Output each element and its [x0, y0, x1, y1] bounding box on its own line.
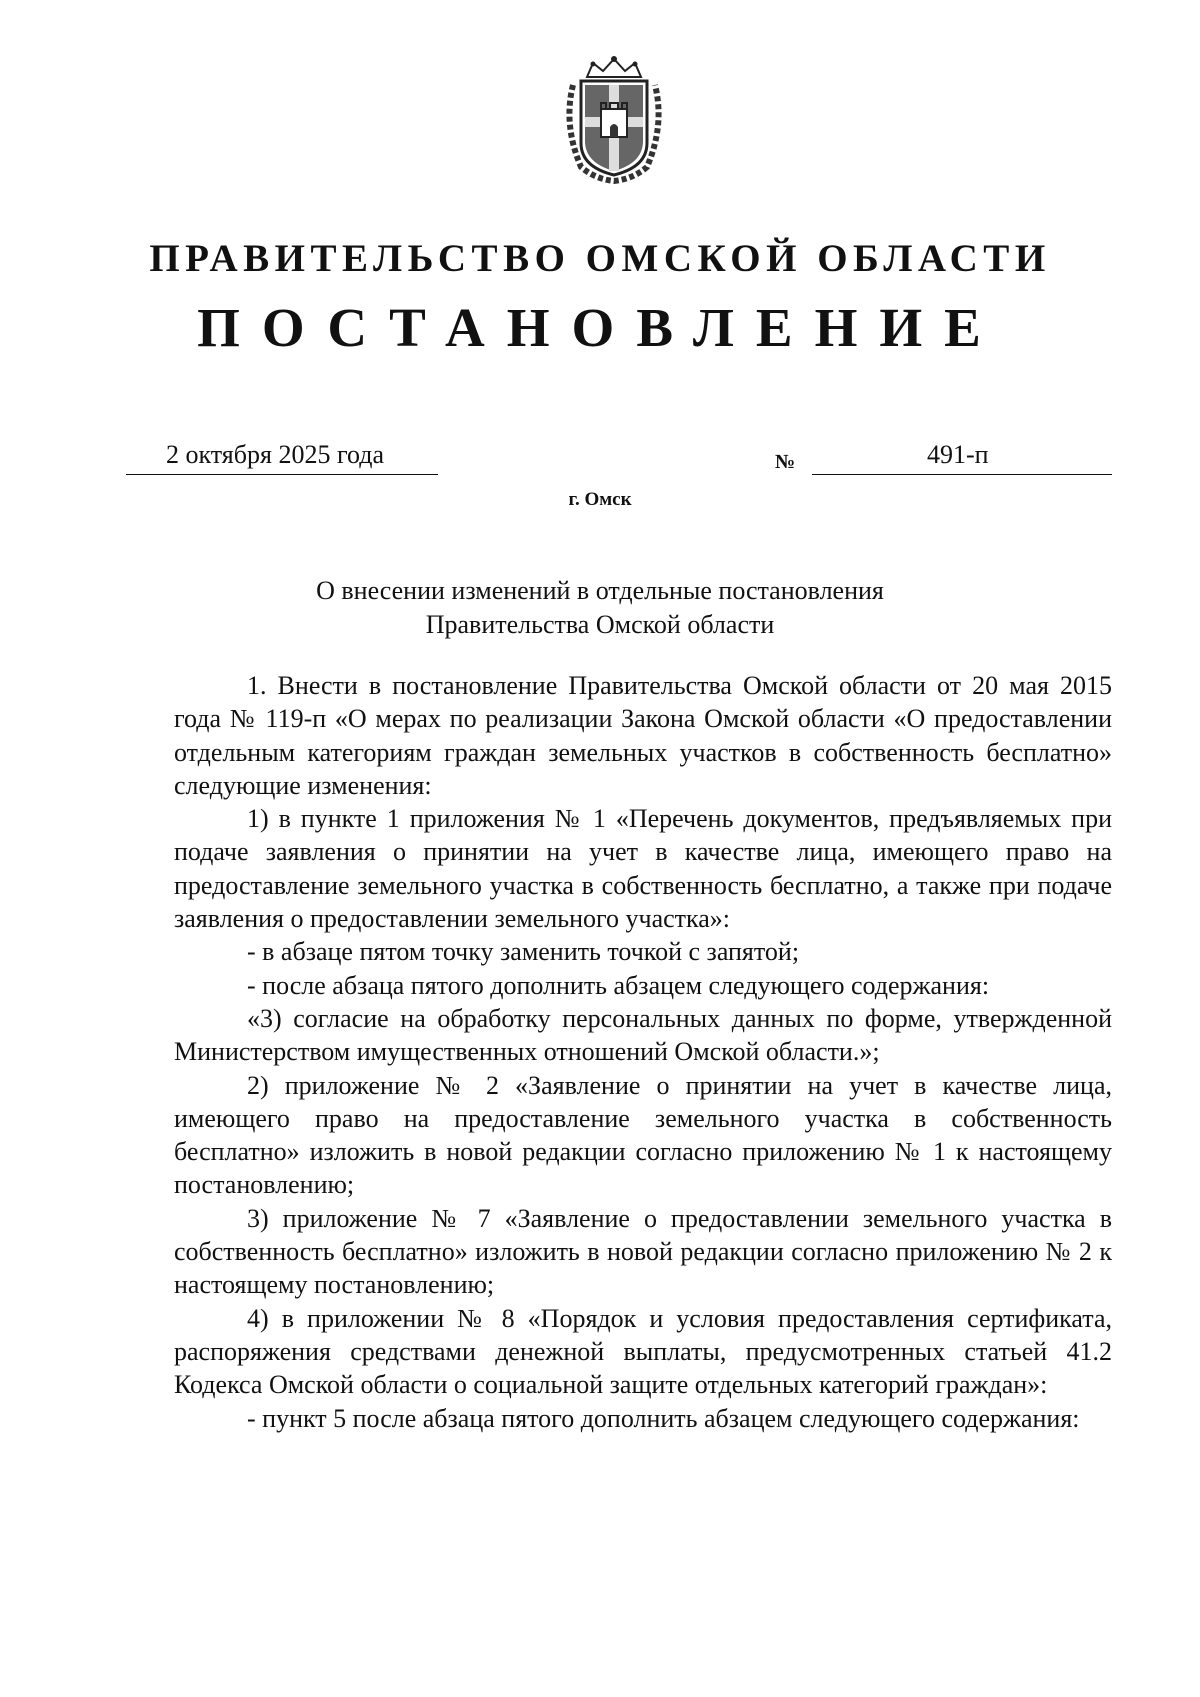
- document-subject: [0, 574, 1200, 642]
- number-field: [812, 440, 1112, 475]
- government-title: ПРАВИТЕЛЬСТВО ОМСКОЙ ОБЛАСТИ: [149, 237, 1051, 280]
- city: г. Омск: [568, 489, 632, 510]
- paragraph: 2) приложение № 2 «Заявление о принятии на учет в качестве лица, имеющего право на предоставление земельного участка в собственность бесплатно» изложить в новой редакции согласно приложению № 1 к настоящему постановлению;: [174, 1070, 1112, 1200]
- coat-of-arms-icon: [559, 55, 669, 185]
- paragraph: 1) в пункте 1 приложения № 1 «Перечень документов, предъявляемых при подаче заявления о принятии на учет в качестве лица, имеющего право на предоставление земельного участка в собственность бесплатно, а также при подаче заявления о предоставлении земельного участка»:: [174, 804, 1112, 934]
- paragraph: 1. Внести в постановление Правительства Омской области от 20 мая 2015 года № 119-п «О мерах по реализации Закона Омской области «О предоставлении отдельным категориям граждан земельных участков в собственность бесплатно» следующие изменения:: [174, 671, 1112, 800]
- document-type: ПОСТАНОВЛЕНИЕ: [197, 297, 1003, 358]
- document-number: 491-п: [927, 440, 989, 469]
- document-date: 2 октября 2025 года: [166, 440, 384, 469]
- paragraph: - после абзаца пятого дополнить абзацем следующего содержания:: [247, 970, 990, 1000]
- date-field: [126, 440, 438, 475]
- paragraph: - пункт 5 после абзаца пятого дополнить абзацем следующего содержания:: [247, 1403, 1080, 1433]
- paragraph: - в абзаце пятом точку заменить точкой с запятой;: [247, 937, 800, 967]
- subject-line-2: Правительства Омской области: [425, 610, 775, 639]
- document-body: [174, 669, 1112, 1435]
- number-label: №: [775, 451, 796, 473]
- paragraph: «3) согласие на обработку персональных данных по форме, утвержденной Министерством имущественных отношений Омской области.»;: [174, 1003, 1112, 1067]
- subject-line-1: О внесении изменений в отдельные постановления: [316, 576, 884, 605]
- paragraph: 4) в приложении № 8 «Порядок и условия предоставления сертификата, распоряжения средствами денежной выплаты, предусмотренных статьей 41.2 Кодекса Омской области о социальной защите отдельных категорий граждан»:: [174, 1303, 1112, 1400]
- paragraph: 3) приложение № 7 «Заявление о предоставлении земельного участка в собственность бесплатно» изложить в новой редакции согласно приложению № 2 к настоящему постановлению;: [174, 1203, 1112, 1300]
